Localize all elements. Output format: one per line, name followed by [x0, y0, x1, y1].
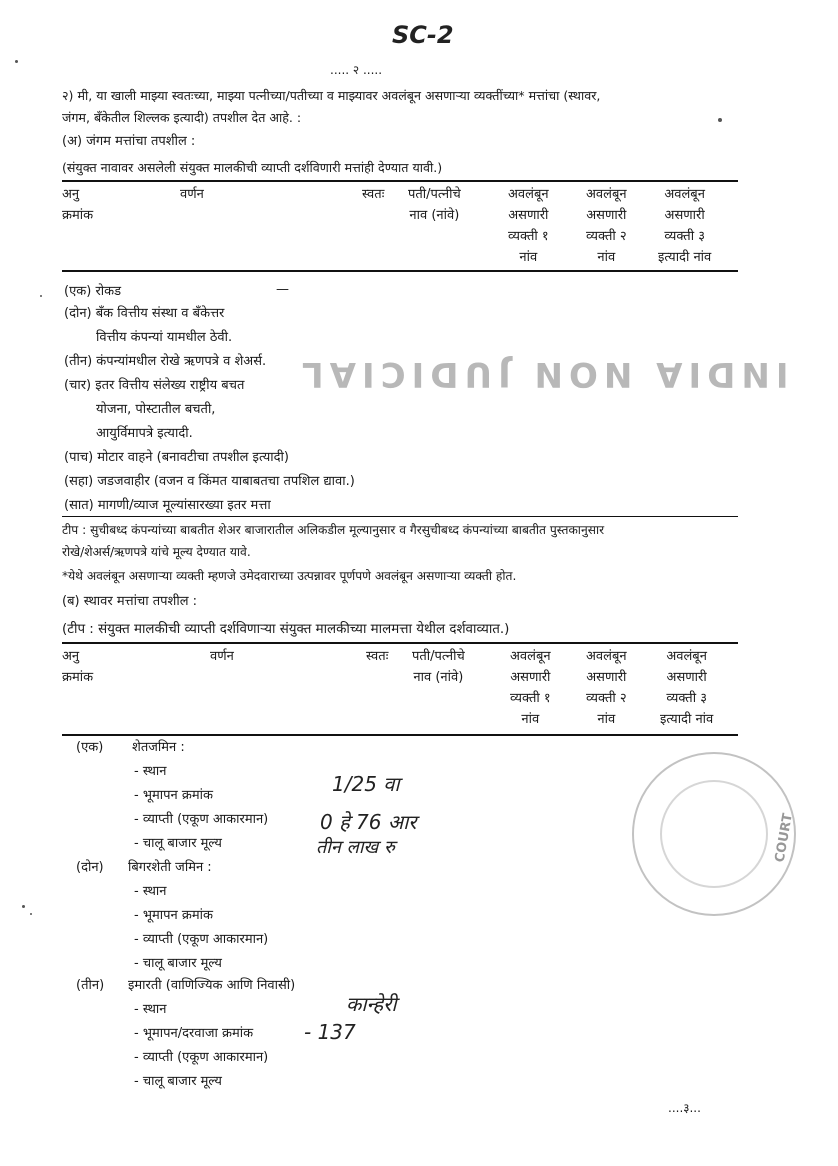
field-extent: - व्याप्ती (एकूण आकारमान) [134, 1050, 269, 1065]
section-b-header-rule [62, 734, 738, 736]
section-b-top-rule [62, 642, 738, 644]
header-dependent-1: अवलंबून असणारी व्यक्ती १ नांव [508, 187, 549, 265]
section-a-note: (संयुक्त नावावर असलेली संयुक्त मालकीची व्याप्ती दर्शविणारी मत्तांही देण्यात यावी.) [62, 160, 443, 175]
movable-item-jewellery: (सहा) जडजवाहीर (वजन व किंमत याबाबतचा तपशिल द्यावा.) [64, 474, 355, 489]
header-dependent-3: अवलंबून असणारी व्यक्ती ३ इत्यादी नांव [660, 649, 714, 727]
header-spouse: पती/पत्नीचे नाव (नांवे) [412, 649, 465, 685]
scan-speck [40, 295, 42, 297]
handwritten-door-number: - 137 [304, 1020, 356, 1044]
movable-item-bank-deposits-cont: वित्तीय कंपन्यां यामधील ठेवी. [96, 330, 233, 345]
field-survey-number: - भूमापन क्रमांक [134, 788, 213, 803]
immovable-group-num: (दोन) [76, 860, 104, 875]
immovable-group-title: शेतजमिन : [132, 740, 185, 755]
section-b-title: (ब) स्थावर मत्तांचा तपशील : [62, 594, 198, 609]
cash-value: — [276, 282, 289, 297]
field-location: - स्थान [134, 884, 167, 899]
page-marker: ..... २ ..... [330, 63, 383, 77]
scan-speck [30, 913, 32, 915]
section-b-note: (टीप : संयुक्त मालकीची व्याप्ती दर्शविणाऱ्या संयुक्त मालकीच्या मालमत्ता येथील दर्शवाव्यात.) [62, 622, 510, 637]
field-market-value: - चालू बाजार मूल्य [134, 956, 222, 971]
header-self: स्वतः [362, 187, 385, 202]
scan-speck [22, 905, 25, 908]
immovable-group-num: (एक) [76, 740, 104, 755]
header-serial: अनु क्रमांक [62, 649, 94, 685]
header-self: स्वतः [366, 649, 389, 664]
movable-item-cash: (एक) रोकड [64, 284, 122, 299]
field-extent: - व्याप्ती (एकूण आकारमान) [134, 932, 269, 947]
header-dependent-2: अवलंबून असणारी व्यक्ती २ नांव [586, 649, 627, 727]
tip-line-1: टीप : सुचीबध्द कंपन्यांच्या बाबतीत शेअर बाजारातील अलिकडील मूल्यानुसार व गैरसुचीबध्द कंपन्यांच्या बाबतीत पुस्तकानुसार [62, 523, 605, 537]
tip-line-2: रोखे/शेअर्स/ऋणपत्रे यांचे मूल्य देण्यात यावे. [62, 545, 251, 559]
handwritten-survey-number: 1/25 वा [332, 772, 400, 796]
field-market-value: - चालू बाजार मूल्य [134, 1074, 222, 1089]
header-dependent-1: अवलंबून असणारी व्यक्ती १ नांव [510, 649, 551, 727]
continued-marker: ....३... [668, 1101, 701, 1115]
dependent-footnote: *येथे अवलंबून असणाऱ्या व्यक्ती म्हणजे उमेदवाराच्या उत्पन्नावर पूर्णपणे अवलंबून असणाऱ्या व्यक्ती होत. [62, 569, 517, 583]
handwritten-area: 0 हे 76 आर [320, 810, 417, 834]
field-location: - स्थान [134, 764, 167, 779]
field-market-value: - चालू बाजार मूल्य [134, 836, 222, 851]
movable-item-bank-deposits: (दोन) बँक वित्तीय संस्था व बँकेत्तर [64, 306, 225, 321]
header-dependent-2: अवलंबून असणारी व्यक्ती २ नांव [586, 187, 627, 265]
scan-speck [718, 118, 722, 122]
immovable-group-num: (तीन) [76, 978, 105, 993]
document-code: SC-2 [392, 21, 454, 49]
immovable-group-title: इमारती (वाणिज्यिक आणि निवासी) [128, 978, 296, 993]
field-survey-number: - भूमापन क्रमांक [134, 908, 213, 923]
movable-item-savings: (चार) इतर वित्तीय संलेख्य राष्ट्रीय बचत [64, 378, 245, 393]
stamp-ring-text: COURT [772, 812, 796, 864]
official-seal-stamp-inner [660, 780, 768, 888]
section-a-header-rule [62, 270, 738, 272]
section-a-title: (अ) जंगम मत्तांचा तपशील : [62, 134, 196, 149]
field-location: - स्थान [134, 1002, 167, 1017]
header-serial: अनु क्रमांक [62, 187, 94, 223]
section-a-bottom-rule [62, 516, 738, 517]
field-door-number: - भूमापन/दरवाजा क्रमांक [134, 1026, 254, 1041]
movable-item-bonds-shares: (तीन) कंपन्यांमधील रोखे ऋणपत्रे व शेअर्स. [64, 354, 267, 369]
header-description: वर्णन [180, 187, 204, 202]
header-dependent-3: अवलंबून असणारी व्यक्ती ३ इत्यादी नांव [658, 187, 712, 265]
header-spouse: पती/पत्नीचे नाव (नांवे) [408, 187, 461, 223]
header-description: वर्णन [210, 649, 234, 664]
movable-item-savings-cont-2: आयुर्विमापत्रे इत्यादी. [96, 426, 193, 441]
movable-item-vehicles: (पाच) मोटार वाहने (बनावटीचा तपशील इत्यादी) [64, 450, 289, 465]
immovable-group-title: बिगरशेती जमिन : [128, 860, 212, 875]
handwritten-market-value: तीन लाख रु [316, 837, 395, 858]
movable-item-savings-cont-1: योजना, पोस्टातील बचती, [96, 402, 216, 417]
handwritten-location: कान्हेरी [346, 992, 397, 1016]
intro-line-1: २) मी, या खाली माझ्या स्वतःच्या, माझ्या पत्नीच्या/पतीच्या व माझ्यावर अवलंबून असणाऱ्या व्यक्तींच्या* मत्तांचा (स्थावर, [62, 88, 601, 103]
scan-speck [15, 60, 18, 63]
intro-line-2: जंगम, बँकेतील शिल्लक इत्यादी) तपशील देत आहे. : [62, 110, 302, 125]
stamp-watermark: INDIA NON JUDICIAL [296, 354, 789, 394]
movable-item-other: (सात) मागणी/व्याज मूल्यांसारख्या इतर मत्ता [64, 498, 271, 513]
section-a-top-rule [62, 180, 738, 182]
field-extent: - व्याप्ती (एकूण आकारमान) [134, 812, 269, 827]
